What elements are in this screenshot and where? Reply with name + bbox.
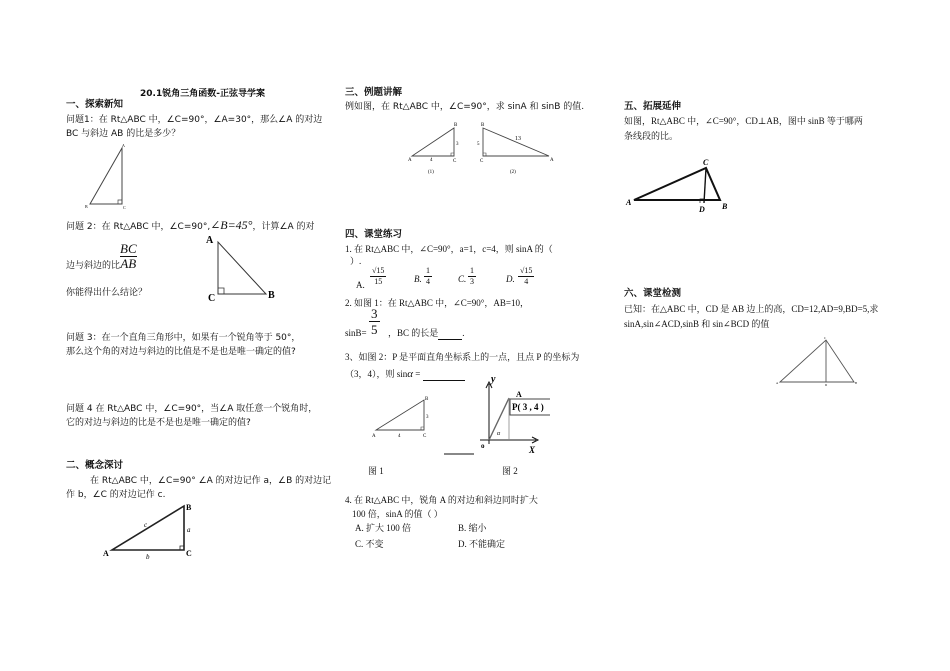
- option-c-fraction: $\frac{1}{3}$: [470, 266, 474, 286]
- fig-concept-label-b: B: [186, 503, 192, 512]
- figure-caption-1: 图 1: [368, 466, 384, 476]
- fig-concept-label-a: A: [103, 549, 109, 558]
- fraction-bc-ab: BC AB: [120, 241, 137, 271]
- practice-3-line2: （3，4），则 sinα =: [345, 367, 465, 381]
- fig-ex1-caption: (1): [428, 170, 434, 175]
- figure-practice-1: [368, 390, 438, 446]
- concept-line1: 在 Rt△ABC 中，∠C=90° ∠A 的对边记作 a，∠B 的对边记: [90, 476, 332, 486]
- practice-1-line2: ）.: [350, 256, 362, 266]
- section-heading-practice: 四、课堂练习: [345, 229, 403, 240]
- question-1-line1: 问题1：在 Rt△ABC 中，∠C=90°，∠A=30°，那么∠A 的对边: [66, 115, 323, 125]
- extension-line2: 条线段的比。: [624, 131, 679, 141]
- question-1-line2: BC 与斜边 AB 的比是多少？: [66, 129, 181, 139]
- fig-concept-side-b: b: [146, 553, 150, 561]
- section-heading-explore: 一、探索新知: [66, 99, 124, 110]
- figure-example-1: [400, 118, 470, 178]
- fig6-label-a: A: [776, 381, 779, 385]
- question-4-line2: 它的对边与斜边的比是不是也是唯一确定的值?: [66, 418, 251, 428]
- practice-4-line2: 100 倍，sinA 的值（ ）: [352, 509, 443, 519]
- fig4-label-o: o: [481, 442, 485, 450]
- fig-ex2-caption: (2): [510, 170, 516, 175]
- fig-ex2-label-b: B: [481, 123, 485, 128]
- check-line2: sinA,sin∠ACD,sinB 和 sin∠BCD 的值: [624, 319, 770, 329]
- fig-ex1-side-4: 4: [430, 158, 433, 163]
- fig-ex1-side-3: 3: [456, 142, 459, 147]
- fig-ex1-label-a: A: [408, 158, 412, 163]
- fig-q1-label-a: A: [122, 143, 125, 148]
- practice-2-tail: ，BC 的长是 .: [388, 328, 465, 338]
- option-a-label[interactable]: A.: [356, 280, 365, 290]
- fig-q2-label-b: B: [268, 290, 275, 301]
- fig4-label-alpha: α: [497, 431, 501, 437]
- question-2-line3: 你能得出什么结论？: [66, 288, 148, 298]
- fig-ex1-label-b: B: [454, 123, 458, 128]
- option-c-label[interactable]: C.: [458, 274, 467, 284]
- angle-b-45: ∠B=45°: [210, 218, 253, 232]
- practice-4-line1: 4. 在 Rt△ABC 中，锐角 A 的对边和斜边同时扩大: [345, 495, 538, 505]
- practice-2-line1: 2. 如图 1：在 Rt△ABC 中，∠C=90°，AB=10，: [345, 298, 529, 308]
- figure-check-triangle: [772, 334, 862, 388]
- option-d-fraction: $\frac{√15}{4}$: [520, 266, 533, 286]
- fig-q2-label-a: A: [206, 235, 214, 246]
- fig-ex2-side-13: 13: [515, 136, 521, 142]
- fig4-label-p: P( 3 , 4 ): [512, 402, 544, 412]
- section-heading-concept: 二、概念深讨: [66, 460, 124, 471]
- question-4-line1: 问题 4 在 Rt△ABC 中，∠C=90°，当∠A 取任意一个锐角时，: [66, 404, 318, 414]
- fig-concept-side-a: a: [187, 526, 191, 534]
- figure-example-2: [475, 118, 560, 178]
- fig-q2-label-c: C: [208, 293, 216, 304]
- practice-3-line1: 3、如图 2：P 是平面直角坐标系上的一点，且点 P 的坐标为: [345, 352, 580, 362]
- fig3-label-c: C: [423, 434, 427, 439]
- fig6-label-c: C: [824, 336, 827, 340]
- fig-concept-side-c: c: [144, 521, 148, 529]
- practice-4-option-b[interactable]: B. 缩小: [458, 523, 487, 533]
- fig-ex1-label-c: C: [453, 159, 457, 164]
- option-b-label[interactable]: B.: [414, 274, 422, 284]
- fig3-side-3: 3: [426, 415, 429, 420]
- fig-ex2-label-c: C: [480, 159, 484, 164]
- question-2-line1: 问题 2：在 Rt△ABC 中，∠C=90°,∠B=45°，计算∠A 的对: [66, 218, 315, 232]
- option-d-label[interactable]: D.: [506, 274, 515, 284]
- figure-q1-triangle: [80, 142, 140, 212]
- practice-2-sin: sinB=: [345, 328, 367, 338]
- section-heading-check: 六、课堂检测: [624, 288, 682, 299]
- fig3-side-4: 4: [398, 434, 401, 439]
- question-2-line2: 边与斜边的比: [66, 261, 121, 271]
- figure-extension-triangle: [620, 155, 740, 215]
- fig3-label-b: B: [425, 397, 429, 402]
- fig5-label-d: D: [699, 205, 705, 214]
- option-b-fraction: $\frac{1}{4}$: [426, 266, 430, 286]
- fig4-label-a: A: [516, 390, 522, 399]
- fig5-label-b: B: [722, 202, 728, 211]
- example-line1: 例如图，在 Rt△ABC 中，∠C=90°，求 sinA 和 sinB 的值.: [345, 102, 585, 112]
- fig6-label-b: B: [855, 381, 858, 385]
- fig-q1-label-b: B: [85, 204, 88, 209]
- concept-line2: 作 b，∠C 的对边记作 c.: [66, 490, 166, 500]
- option-a-fraction: $\frac{√15}{15}$: [372, 266, 385, 286]
- practice-1-line1: 1. 在 Rt△ABC 中，∠C=90°，a=1，c=4，则 sinA 的（: [345, 244, 553, 254]
- fig4-label-x: X: [529, 445, 536, 455]
- fig-concept-label-c: C: [186, 549, 192, 558]
- fraction-3-5: 3 5: [371, 306, 378, 337]
- check-line1: 已知：在△ABC 中，CD 是 AB 边上的高，CD=12,AD=9,BD=5,求: [624, 304, 879, 314]
- question-3-line1: 问题 3：在一个直角三角形中，如果有一个锐角等于 50°，: [66, 333, 301, 343]
- answer-blank-bc[interactable]: [438, 329, 462, 340]
- section-heading-example: 三、例题讲解: [345, 87, 403, 98]
- fig-q1-label-c: C: [123, 205, 126, 210]
- figure-caption-2: 图 2: [502, 466, 518, 476]
- fig5-label-a: A: [626, 198, 632, 207]
- question-3-line2: 那么这个角的对边与斜边的比值是不是也是唯一确定的值?: [66, 347, 296, 357]
- page-title: 20.1锐角三角函数-正弦导学案: [140, 89, 265, 99]
- fig3-label-a: A: [372, 434, 376, 439]
- fig4-label-y: y: [491, 374, 496, 385]
- practice-4-option-c[interactable]: C. 不变: [355, 539, 384, 549]
- figure-concept-triangle: [100, 498, 210, 562]
- extension-line1: 如图，Rt△ABC 中，∠C=90°，CD⊥AB，图中 sinB 等于哪两: [624, 116, 863, 126]
- figure-practice-2-coordinate: [440, 374, 550, 458]
- practice-4-option-d[interactable]: D. 不能确定: [458, 539, 505, 549]
- fig5-label-c: C: [703, 158, 709, 167]
- fig-ex2-label-a: A: [550, 158, 554, 163]
- figure-q2-triangle: [200, 232, 290, 304]
- practice-4-option-a[interactable]: A. 扩大 100 倍: [355, 523, 411, 533]
- fig6-label-d: D: [825, 383, 828, 387]
- fig-ex2-side-5: 5: [477, 142, 480, 147]
- section-heading-extension: 五、拓展延伸: [624, 101, 682, 112]
